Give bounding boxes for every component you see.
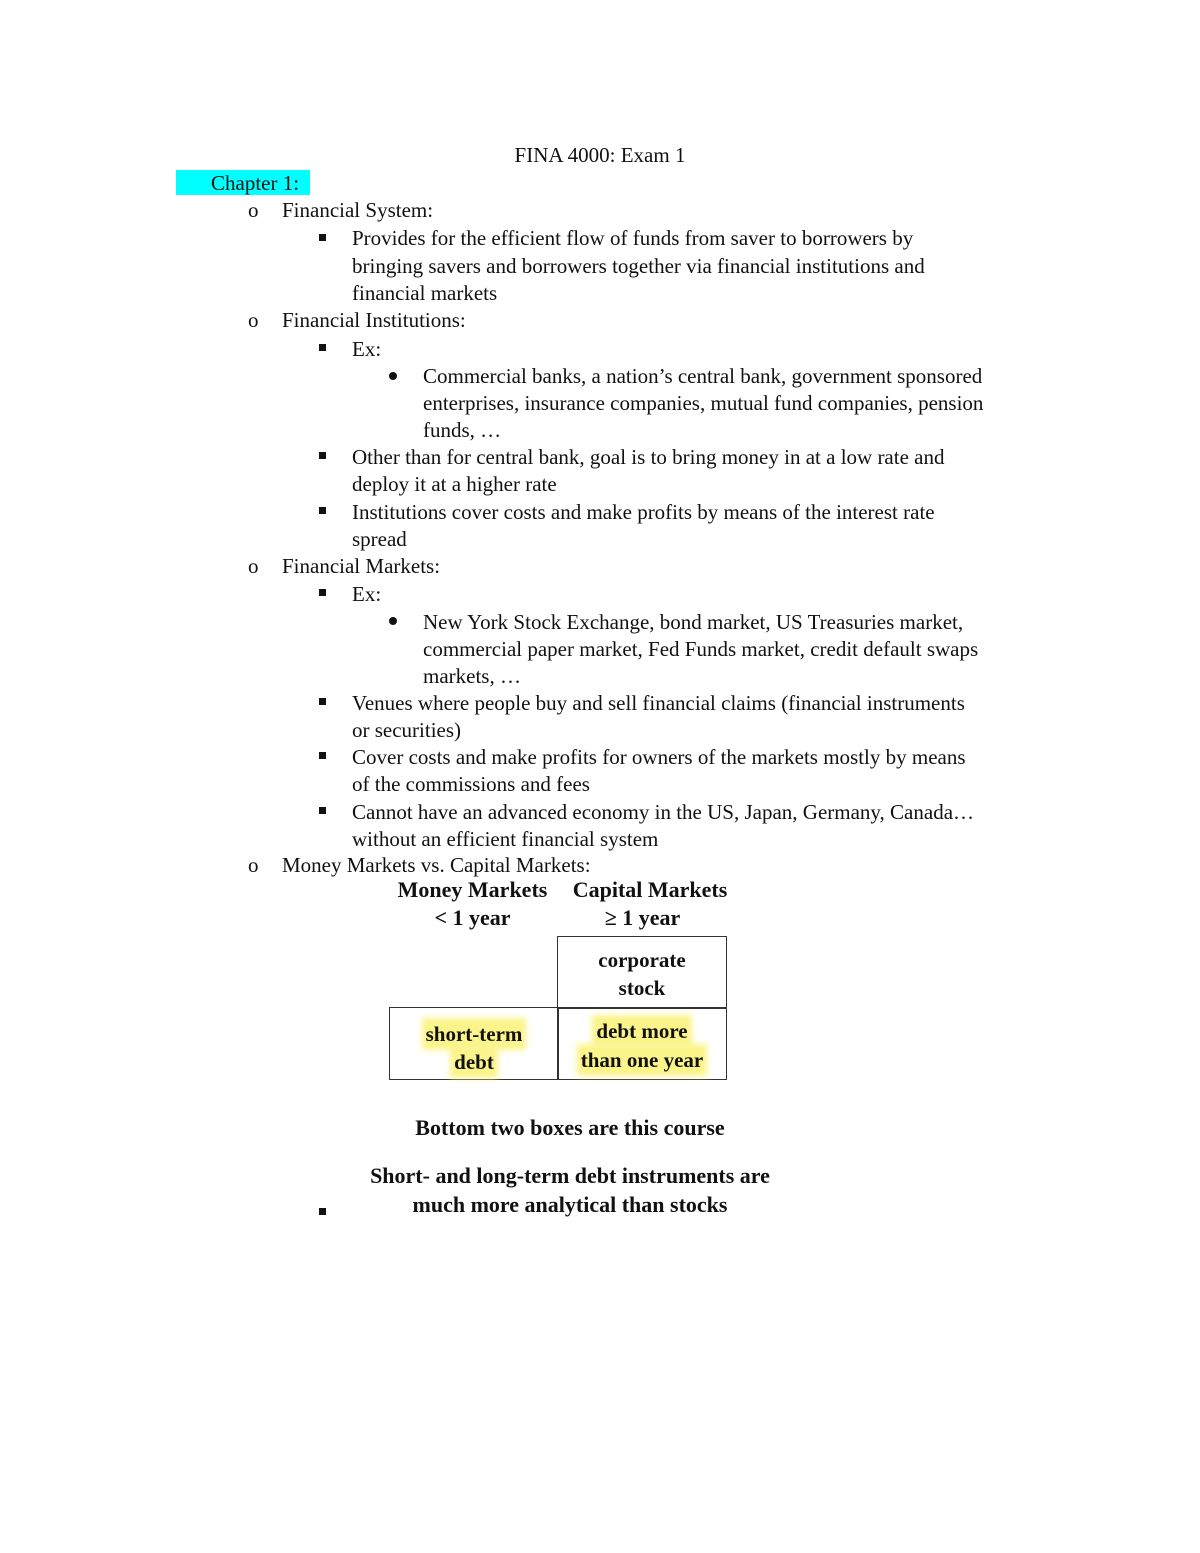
bullet-circle-icon: o	[248, 554, 259, 578]
bullet-square-icon	[319, 807, 326, 814]
bullet-square-icon	[319, 452, 326, 459]
section-heading: Money Markets vs. Capital Markets:	[282, 853, 591, 877]
cell-line: than one year	[580, 1048, 704, 1072]
cell-line: stock	[618, 976, 666, 1000]
list-item-line: Ex:	[352, 337, 382, 361]
figure-caption: Bottom two boxes are this course	[415, 1115, 725, 1140]
bullet-square-icon	[319, 589, 326, 596]
bullet-circle-icon: o	[248, 308, 259, 332]
list-item-line: financial markets	[352, 281, 498, 305]
list-item-line: Venues where people buy and sell financial claims (financial instruments	[352, 691, 965, 715]
bullet-disc-icon	[389, 372, 397, 380]
money-markets-term: < 1 year	[434, 905, 511, 930]
figure-caption-line: Short- and long-term debt instruments are	[370, 1163, 770, 1188]
corporate-stock-cell	[557, 936, 727, 1009]
bullet-square-icon	[319, 344, 326, 351]
list-item-line: Provides for the efficient flow of funds from saver to borrowers by	[352, 226, 914, 250]
cell-line: debt more	[596, 1019, 688, 1043]
list-item-line: without an efficient financial system	[352, 827, 659, 851]
capital-markets-term: ≥ 1 year	[604, 905, 681, 930]
cell-line: debt	[454, 1050, 494, 1074]
long-term-debt-cell	[557, 1007, 727, 1080]
list-item-line: or securities)	[352, 718, 462, 742]
list-item-line: markets, …	[423, 664, 521, 688]
bullet-circle-icon: o	[248, 198, 259, 222]
bullet-square-icon	[319, 507, 326, 514]
list-item-line: spread	[352, 527, 407, 551]
bullet-square-icon	[319, 698, 326, 705]
list-item-line: deploy it at a higher rate	[352, 472, 557, 496]
bullet-disc-icon	[389, 617, 397, 625]
list-item-line: commercial paper market, Fed Funds market, credit default swaps	[423, 637, 979, 661]
bullet-circle-icon: o	[248, 853, 259, 877]
list-item-line: New York Stock Exchange, bond market, US Treasuries market,	[423, 610, 964, 634]
cell-line: short-term	[425, 1022, 523, 1046]
cell-line: corporate	[598, 948, 686, 972]
page-title: FINA 4000: Exam 1	[514, 143, 686, 167]
section-heading: Financial Institutions:	[282, 308, 466, 332]
section-heading: Financial Markets:	[282, 554, 441, 578]
list-item-line: Cannot have an advanced economy in the US, Japan, Germany, Canada…	[352, 800, 975, 824]
money-markets-title: Money Markets	[397, 877, 548, 902]
list-item-line: of the commissions and fees	[352, 772, 590, 796]
list-item-line: Institutions cover costs and make profits by means of the interest rate	[352, 500, 935, 524]
capital-markets-title: Capital Markets	[572, 877, 728, 902]
list-item-line: bringing savers and borrowers together via financial institutions and	[352, 254, 925, 278]
section-heading: Financial System:	[282, 198, 434, 222]
list-item-line: Commercial banks, a nation’s central bank, government sponsored	[423, 364, 983, 388]
list-item-line: Other than for central bank, goal is to bring money in at a low rate and	[352, 445, 945, 469]
bullet-square-icon	[319, 752, 326, 759]
list-item-line: Ex:	[352, 582, 382, 606]
list-item-line: enterprises, insurance companies, mutual fund companies, pension	[423, 391, 984, 415]
list-item-line: Cover costs and make profits for owners of the markets mostly by means	[352, 745, 966, 769]
bullet-square-icon	[319, 234, 326, 241]
list-item-line: funds, …	[423, 418, 502, 442]
short-term-debt-cell	[389, 1007, 559, 1080]
figure-caption-line: much more analytical than stocks	[412, 1192, 728, 1217]
chapter-heading: Chapter 1:	[211, 171, 300, 195]
